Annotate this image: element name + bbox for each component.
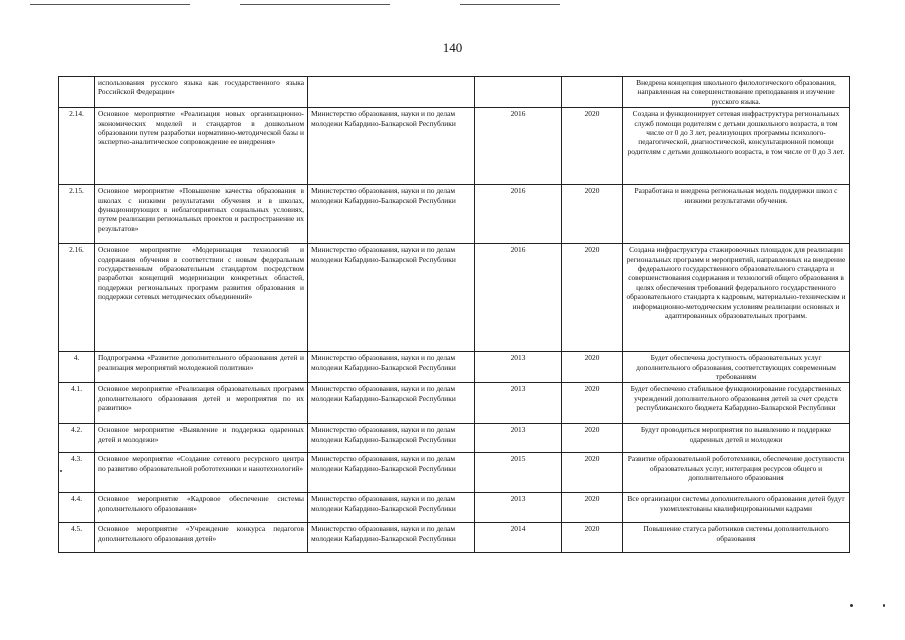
scan-speck <box>60 470 62 472</box>
table-row <box>59 493 850 523</box>
end-year: 2020 <box>562 523 623 553</box>
executor-cell: Министерство образования, науки и по делам молодежи Кабардино-Балкарской Республики <box>308 523 475 553</box>
executor-cell <box>308 77 475 108</box>
measure-title: Основное мероприятие «Реализация новых организационно-экономических моделей и стандартов в дошкольном образовании путем разработки нормативно-методической базы и экспертно-аналитическое сопровождение ее внедрения» <box>95 108 308 185</box>
measure-title: Основное мероприятие «Повышение качества образования в школах с низкими результатами обучения и в школах, функционирующих в неблагоприятных социальных условиях, путем реализации региональных проектов и распространение их результатов» <box>95 185 308 244</box>
end-year: 2020 <box>562 424 623 453</box>
start-year: 2013 <box>475 424 562 453</box>
table-row <box>59 352 850 383</box>
end-year <box>562 77 623 108</box>
table-row <box>59 453 850 493</box>
page-number: 140 <box>442 40 463 55</box>
table-row <box>59 383 850 424</box>
row-number: 4. <box>59 352 95 383</box>
scan-speck <box>883 604 885 607</box>
end-year: 2020 <box>562 185 623 244</box>
table-body <box>59 77 850 553</box>
expected-result: Повышение статуса работников системы дополнительного образования <box>623 523 850 553</box>
row-number: 2.15. <box>59 185 95 244</box>
expected-result: Внедрена концепция школьного филологического образования, направленная на совершенствование преподавания и изучение русского языка. <box>623 77 850 108</box>
measure-title: Основное мероприятие «Учреждение конкурса педагогов дополнительного образования детей» <box>95 523 308 553</box>
end-year: 2020 <box>562 383 623 424</box>
executor-cell: Министерство образования, науки и по делам молодежи Кабардино-Балкарской Республики <box>308 352 475 383</box>
expected-result: Будет обеспечено стабильное функционирование государственных учреждений дополнительного образования детей за счет средств республиканского бюджета Кабардино-Балкарской Республики <box>623 383 850 424</box>
end-year: 2020 <box>562 493 623 523</box>
scan-edge-line <box>30 4 190 5</box>
expected-result: Будет обеспечена доступность образовательных услуг дополнительного образования, соответствующих современным требованиям <box>623 352 850 383</box>
executor-cell: Министерство образования, науки и по делам молодежи Кабардино-Балкарской Республики <box>308 244 475 352</box>
program-measures-table <box>58 76 850 553</box>
end-year: 2020 <box>562 108 623 185</box>
measure-title: Основное мероприятие «Реализация образовательных программ дополнительного образования детей и мероприятия по их развитию» <box>95 383 308 424</box>
executor-cell: Министерство образования, науки и по делам молодежи Кабардино-Балкарской Республики <box>308 108 475 185</box>
table-row <box>59 244 850 352</box>
measure-title: использования русского языка как государственного языка Российской Федерации» <box>95 77 308 108</box>
expected-result: Будут проводиться мероприятия по выявлению и поддержке одаренных детей и молодежи <box>623 424 850 453</box>
scan-edge-line <box>460 4 560 5</box>
expected-result: Все организации системы дополнительного образования детей будут укомплектованы квалифицированными кадрами <box>623 493 850 523</box>
start-year: 2016 <box>475 185 562 244</box>
start-year: 2015 <box>475 453 562 493</box>
start-year: 2014 <box>475 523 562 553</box>
row-number: 4.3. <box>59 453 95 493</box>
scan-edge-line <box>240 4 390 5</box>
end-year: 2020 <box>562 453 623 493</box>
table-row <box>59 77 850 108</box>
expected-result: Развитие образовательной робототехники, обеспечение доступности образовательных услуг, интеграция ресурсов общего и дополнительного образования <box>623 453 850 493</box>
measure-title: Подпрограмма «Развитие дополнительного образования детей и реализация мероприятий молодежной политики» <box>95 352 308 383</box>
executor-cell: Министерство образования, науки и по делам молодежи Кабардино-Балкарской Республики <box>308 493 475 523</box>
row-number: 4.1. <box>59 383 95 424</box>
measure-title: Основное мероприятие «Создание сетевого ресурсного центра по развитию образовательной робототехники и нанотехнологий» <box>95 453 308 493</box>
measure-title: Основное мероприятие «Выявление и поддержка одаренных детей и молодежи» <box>95 424 308 453</box>
measure-title: Основное мероприятие «Модернизация технологий и содержания обучения в соответствии с новым федеральным государственным образовательным стандартом посредством разработки концепций модернизации конкретных областей, поддержки региональных программ развития образования и поддержки сетевых методических объединений» <box>95 244 308 352</box>
table-row <box>59 523 850 553</box>
start-year: 2013 <box>475 383 562 424</box>
expected-result: Разработана и внедрена региональная модель поддержки школ с низкими результатами обучения. <box>623 185 850 244</box>
executor-cell: Министерство образования, науки и по делам молодежи Кабардино-Балкарской Республики <box>308 383 475 424</box>
start-year: 2013 <box>475 493 562 523</box>
expected-result: Создана инфраструктура стажировочных площадок для реализации региональных программ и мероприятий, направленных на внедрение федерального государственного образовательного стандарта и совершенствования содержания и технологий общего образования в целях обеспечения требований федерального государственного образовательного стандарта к кадровым, материально-техническим и информационно-методическим условиям реализации основных и адаптированных образовательных программ. <box>623 244 850 352</box>
row-number: 2.16. <box>59 244 95 352</box>
row-number <box>59 77 95 108</box>
executor-cell: Министерство образования, науки и по делам молодежи Кабардино-Балкарской Республики <box>308 453 475 493</box>
executor-cell: Министерство образования, науки и по делам молодежи Кабардино-Балкарской Республики <box>308 185 475 244</box>
start-year: 2016 <box>475 108 562 185</box>
row-number: 2.14. <box>59 108 95 185</box>
executor-cell: Министерство образования, науки и по делам молодежи Кабардино-Балкарской Республики <box>308 424 475 453</box>
row-number: 4.5. <box>59 523 95 553</box>
end-year: 2020 <box>562 244 623 352</box>
table-row <box>59 424 850 453</box>
row-number: 4.4. <box>59 493 95 523</box>
table-row <box>59 185 850 244</box>
row-number: 4.2. <box>59 424 95 453</box>
expected-result: Создана и функционирует сетевая инфраструктура региональных служб помощи родителям с детьми дошкольного возраста, в том числе от 0 до 3 лет, реализующих программы психолого-педагогической, диагностической, консультационной помощи родителям с детьми дошкольного возраста, в том числе от 0 до 3 лет. <box>623 108 850 185</box>
measure-title: Основное мероприятие «Кадровое обеспечение системы дополнительного образования» <box>95 493 308 523</box>
table-row <box>59 108 850 185</box>
start-year: 2013 <box>475 352 562 383</box>
end-year: 2020 <box>562 352 623 383</box>
start-year <box>475 77 562 108</box>
start-year: 2016 <box>475 244 562 352</box>
scan-speck <box>850 604 853 607</box>
